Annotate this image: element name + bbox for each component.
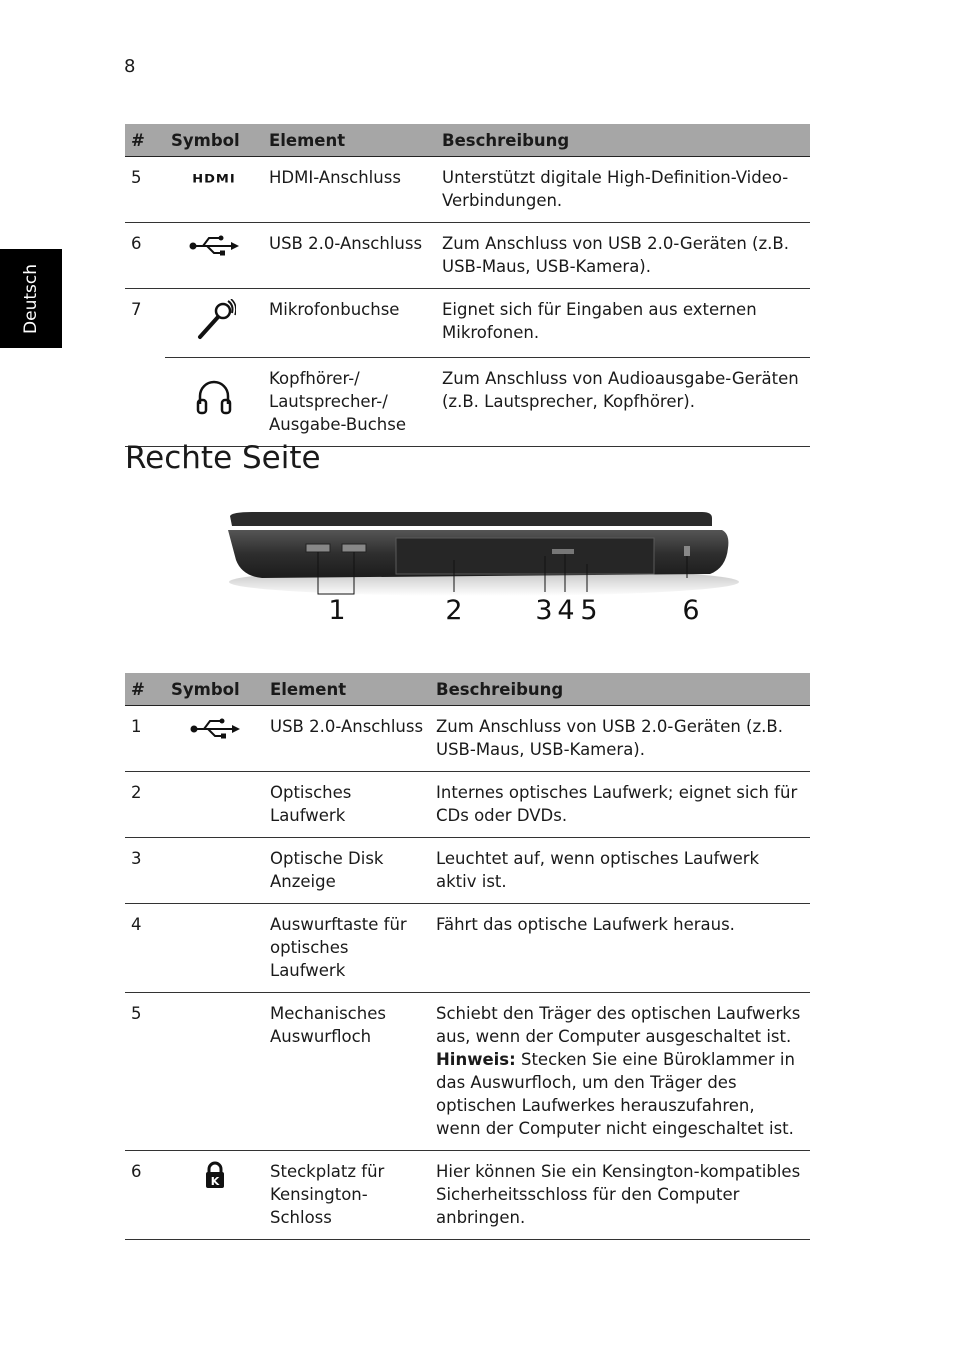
microphone-icon: [192, 299, 236, 341]
row-element: Optisches Laufwerk: [264, 772, 430, 838]
row-num: 6: [125, 223, 165, 289]
table-header-row: [125, 124, 810, 157]
usb-icon: [187, 233, 241, 257]
row-element: Steckplatz für Kensington-Schloss: [264, 1151, 430, 1240]
eject-button: [552, 549, 574, 554]
row-description: [430, 993, 810, 1151]
row-element: Kopfhörer-/ Lautsprecher-/ Ausgabe-Buchse: [263, 358, 436, 447]
table-row: [125, 772, 810, 838]
laptop-lid: [230, 512, 712, 526]
row-element: HDMI-Anschluss: [263, 157, 436, 223]
page-number: 8: [124, 56, 136, 77]
ports-table-right-side: [125, 673, 810, 1240]
row-element: Mikrofonbuchse: [263, 289, 436, 358]
headphones-icon: [194, 376, 234, 416]
row-description: Unterstützt digitale High-Definition-Video-Verbindungen.: [436, 157, 810, 223]
header-description: Beschreibung: [430, 673, 810, 706]
row-symbol: [165, 904, 264, 993]
table-header-row: [125, 673, 810, 706]
hdmi-icon: [186, 167, 242, 189]
row-element: Optische Disk Anzeige: [264, 838, 430, 904]
row-element: Auswurftaste für optisches Laufwerk: [264, 904, 430, 993]
table-row: [125, 1151, 810, 1240]
row-description: Fährt das optische Laufwerk heraus.: [430, 904, 810, 993]
row-description-text: Schiebt den Träger des optischen Laufwerks aus, wenn der Computer ausgeschaltet ist.: [436, 1004, 801, 1046]
row-element: USB 2.0-Anschluss: [263, 223, 436, 289]
row-description: Zum Anschluss von Audioausgabe-Geräten (z.B. Lautsprecher, Kopfhörer).: [436, 358, 810, 447]
language-tab: [0, 249, 62, 348]
row-num: 3: [125, 838, 165, 904]
row-symbol: [165, 358, 263, 447]
callout-3: 3: [535, 595, 553, 626]
usb-port-2: [342, 544, 366, 552]
table-row: [125, 904, 810, 993]
language-tab-label: Deutsch: [21, 263, 41, 334]
row-symbol: [165, 706, 264, 772]
row-element: USB 2.0-Anschluss: [264, 706, 430, 772]
row-symbol: [165, 1151, 264, 1240]
callout-4: 4: [557, 595, 575, 626]
header-element: Element: [263, 124, 436, 157]
row-description: Leuchtet auf, wenn optisches Laufwerk aktiv ist.: [430, 838, 810, 904]
note-label: Hinweis:: [436, 1050, 516, 1069]
note-text: Stecken Sie eine Büroklammer in das Auswurfloch, um den Träger des optischen Laufwerkes herauszufahren, wenn der Computer nicht eingeschaltet ist.: [436, 1050, 795, 1138]
callout-5: 5: [580, 595, 598, 626]
table-row: [125, 358, 810, 447]
header-symbol: Symbol: [165, 673, 264, 706]
row-symbol: [165, 772, 264, 838]
header-num: #: [125, 673, 165, 706]
row-symbol: [165, 289, 263, 358]
table-row: [125, 838, 810, 904]
table-row: [125, 706, 810, 772]
row-num: 6: [125, 1151, 165, 1240]
row-num: 1: [125, 706, 165, 772]
row-symbol: [165, 223, 263, 289]
table-row: [125, 157, 810, 223]
kensington-lock-icon: [203, 1161, 227, 1189]
row-num: 7: [131, 300, 142, 319]
svg-text:K: K: [210, 1175, 219, 1188]
laptop-right-side-figure: [222, 500, 742, 640]
header-element: Element: [264, 673, 430, 706]
row-symbol: [165, 838, 264, 904]
section-title: Rechte Seite: [125, 440, 321, 476]
row-num: [125, 358, 165, 447]
row-num: 2: [125, 772, 165, 838]
header-num: #: [125, 124, 165, 157]
row-description: Zum Anschluss von USB 2.0-Geräten (z.B. USB-Maus, USB-Kamera).: [430, 706, 810, 772]
row-description: Hier können Sie ein Kensington-kompatibles Sicherheitsschloss für den Computer anbringen.: [430, 1151, 810, 1240]
callout-6: 6: [682, 595, 700, 626]
row-description: Internes optisches Laufwerk; eignet sich für CDs oder DVDs.: [430, 772, 810, 838]
row-symbol: [165, 157, 263, 223]
optical-drive: [396, 538, 654, 574]
row-num: 4: [125, 904, 165, 993]
row-description: Eignet sich für Eingaben aus externen Mikrofonen.: [436, 289, 810, 358]
row-num: 5: [125, 157, 165, 223]
table-row: [125, 289, 810, 358]
table-row: [125, 223, 810, 289]
svg-text:HDMI: HDMI: [192, 172, 236, 186]
row-description: Zum Anschluss von USB 2.0-Geräten (z.B. USB-Maus, USB-Kamera).: [436, 223, 810, 289]
callout-1: 1: [328, 595, 346, 626]
row-symbol: [165, 993, 264, 1151]
row-num: 5: [125, 993, 165, 1151]
kensington-slot: [684, 546, 690, 556]
table-row: [125, 993, 810, 1151]
header-symbol: Symbol: [165, 124, 263, 157]
ports-table-left-side: [125, 124, 810, 447]
usb-icon: [188, 716, 242, 740]
row-element: Mechanisches Auswurfloch: [264, 993, 430, 1151]
header-description: Beschreibung: [436, 124, 810, 157]
callout-2: 2: [445, 595, 463, 626]
usb-port-1: [306, 544, 330, 552]
